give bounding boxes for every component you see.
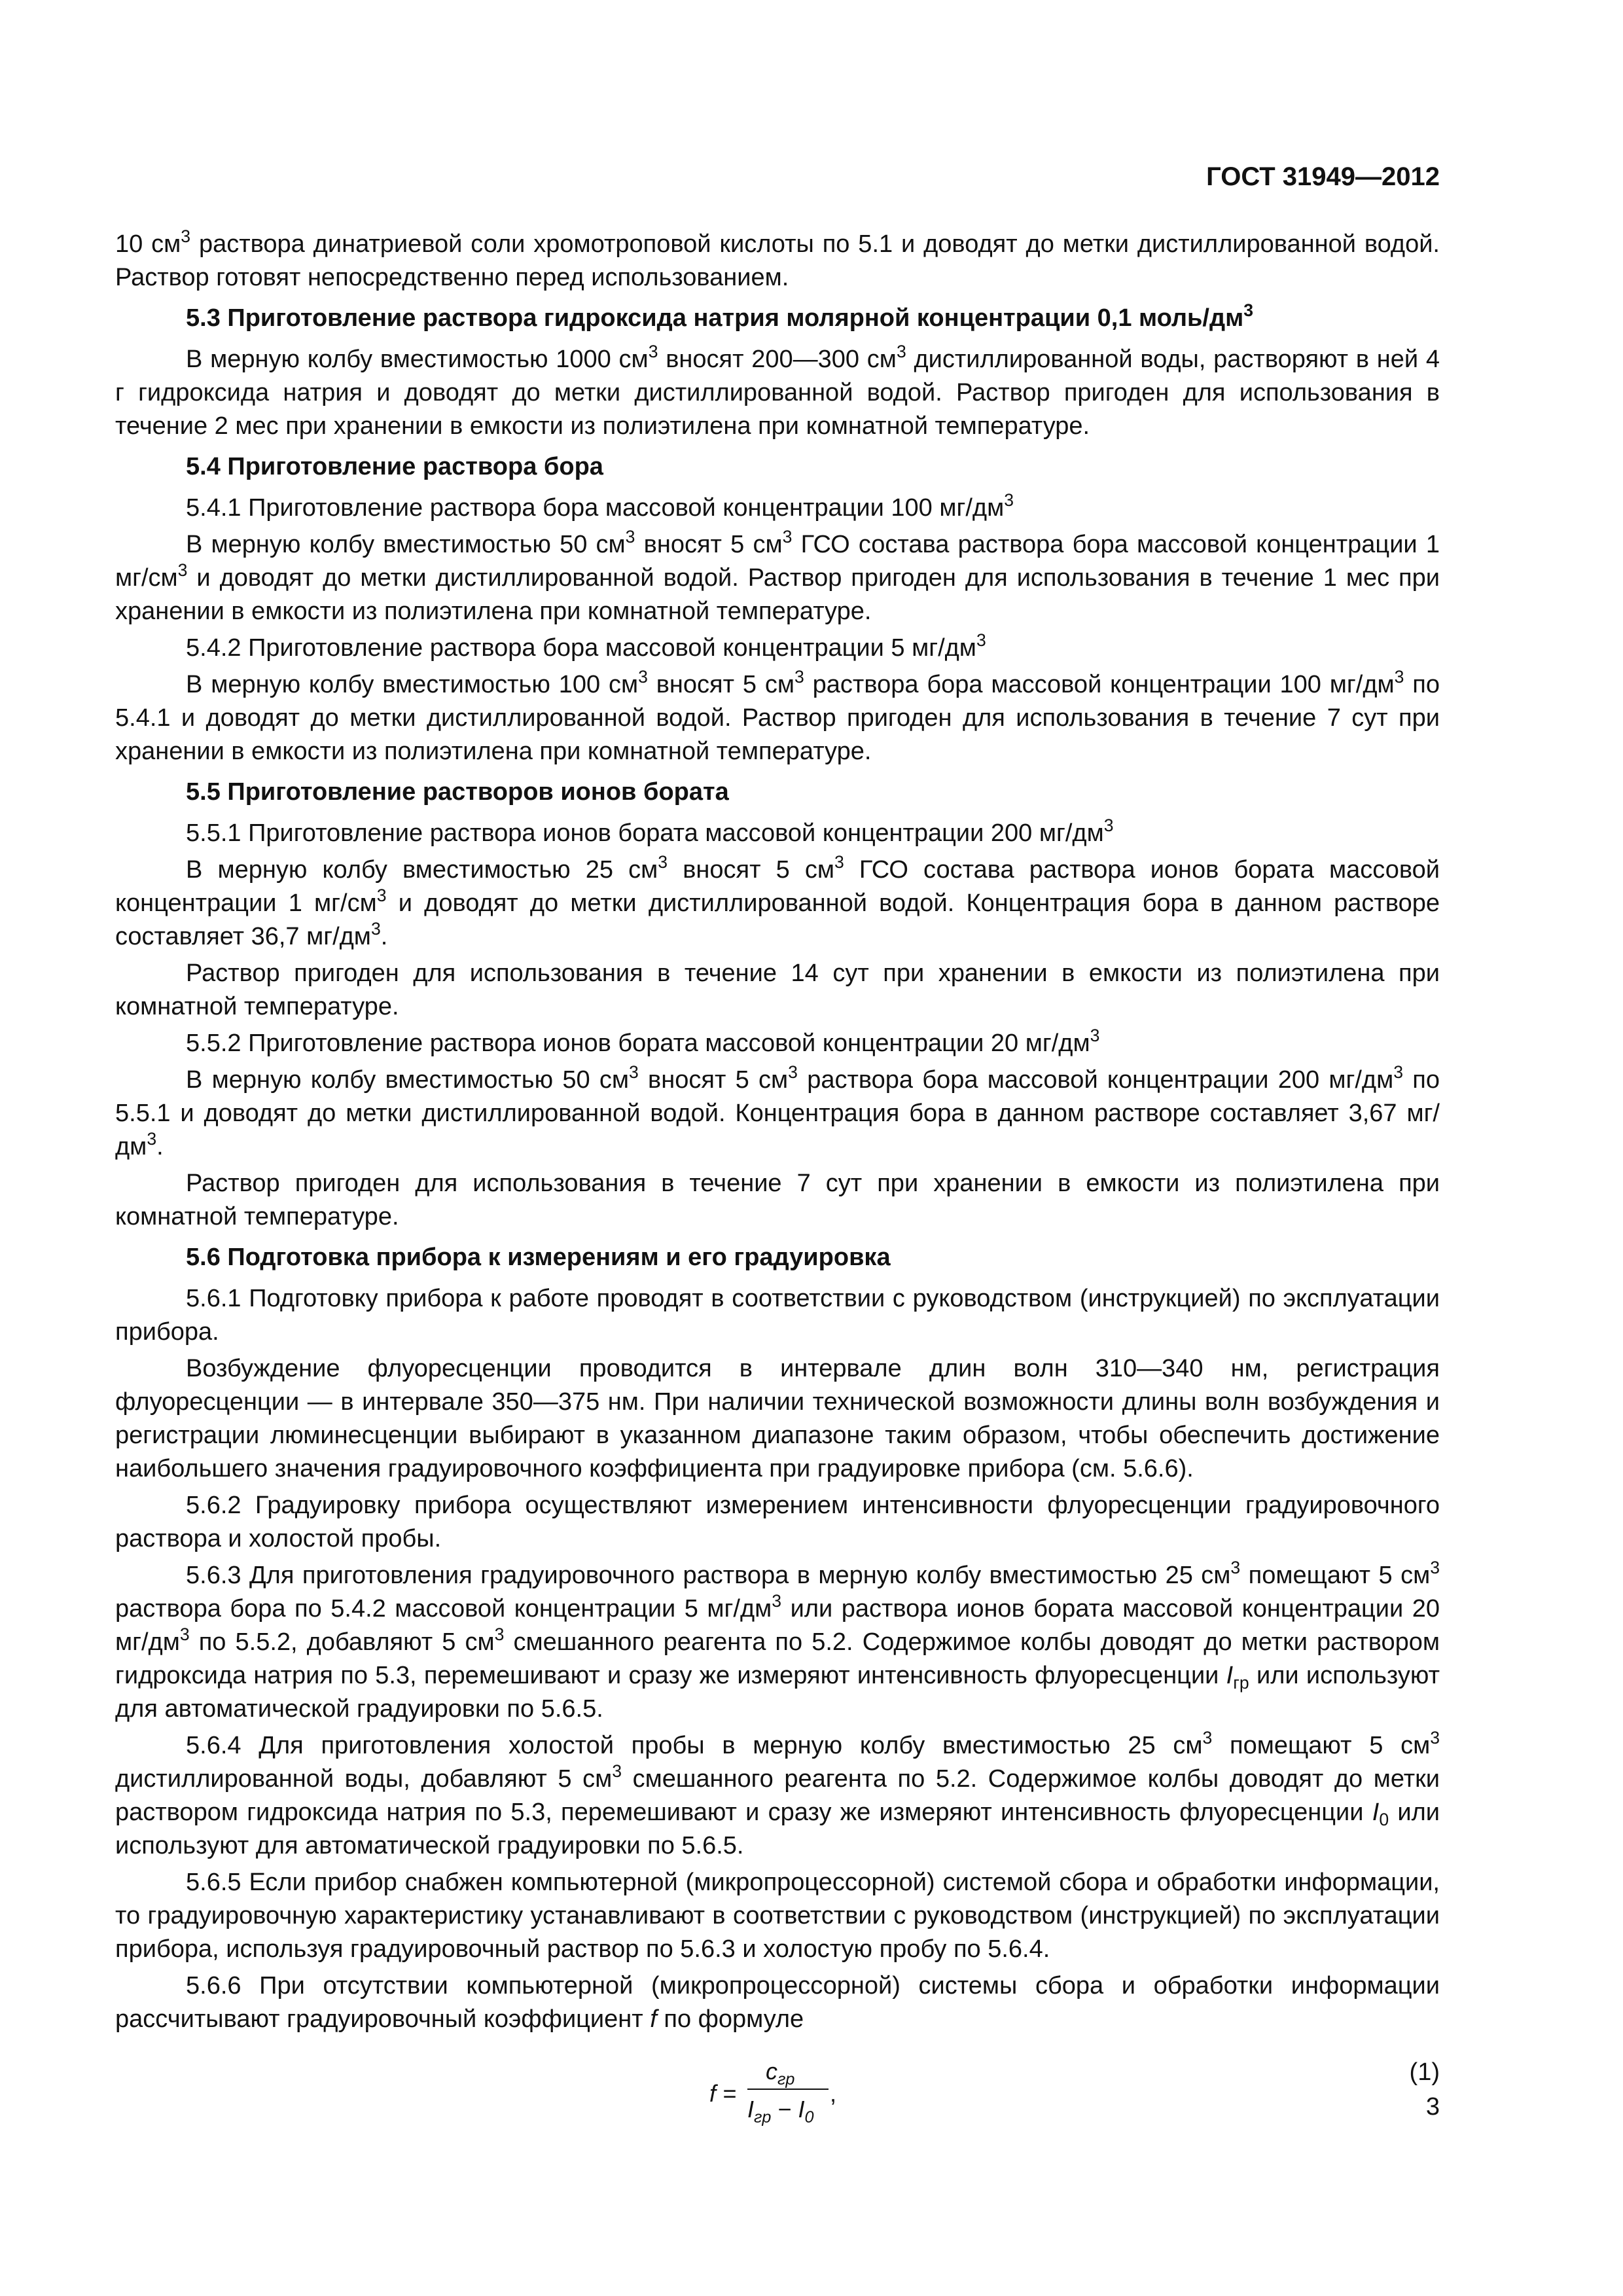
superscript: 3 — [625, 527, 635, 547]
subscript: гр — [1233, 1672, 1249, 1693]
paragraph-5-5-2-note — [115, 1167, 1440, 1234]
text-run: В мерную колбу вместимостью 50 см — [186, 531, 626, 558]
paragraph-5-6-1 — [115, 1282, 1440, 1349]
text-run: помещают 5 см — [1212, 1732, 1431, 1759]
formula-trailing-comma: , — [830, 2080, 837, 2107]
superscript: 3 — [794, 667, 804, 687]
text-run: В мерную колбу вместимостью 50 см — [186, 1066, 629, 1094]
paragraph-5-3 — [115, 343, 1440, 443]
paragraph-5-4-1-title — [115, 492, 1440, 525]
superscript: 3 — [629, 1062, 639, 1083]
text-run: 5.6.1 Подготовку прибора к работе проводят в соответствии с руководством (инструкцией) по эксплуатации прибора. — [115, 1285, 1440, 1346]
superscript: 3 — [1202, 1728, 1213, 1748]
document-body — [115, 228, 1440, 2130]
paragraph-5-6-3 — [115, 1559, 1440, 1726]
math-variable: f — [650, 2005, 657, 2033]
document-header: ГОСТ 31949—2012 — [1206, 162, 1440, 191]
text-run: или используют для автоматической градуировки по 5.6.5. — [115, 1662, 1440, 1723]
superscript: 3 — [612, 1761, 622, 1782]
text-run: 5.6.3 Для приготовления градуировочного раствора в мерную колбу вместимостью 25 см — [186, 1562, 1231, 1589]
text-run: помещают 5 см — [1240, 1562, 1431, 1589]
text-run: 10 см — [115, 230, 181, 258]
heading-5-6 — [115, 1241, 1440, 1274]
text-run: 5.6.2 Градуировку прибора осуществляют измерением интенсивности флуоресценции градуировочного раствора и холостой пробы. — [115, 1492, 1440, 1552]
paragraph-5-5-2-title — [115, 1027, 1440, 1060]
text-run: дистиллированной воды, растворяют в ней 4 г гидроксида натрия и доводят до метки дистиллированной водой. Раствор пригоден для использования в течение 2 мес при хранении в емкости из полиэтилена при комнатной температуре. — [115, 346, 1440, 440]
text-run: В мерную колбу вместимостью 100 см — [186, 671, 639, 698]
heading-5-5 — [115, 776, 1440, 809]
paragraph-5-4-1-body — [115, 528, 1440, 628]
heading-5-4 — [115, 450, 1440, 484]
paragraph-5-6-6 — [115, 1969, 1440, 2036]
text-run: раствора бора по 5.4.2 массовой концентрации 5 мг/дм — [115, 1595, 772, 1623]
formula-number: (1) — [1409, 2058, 1440, 2086]
superscript: 3 — [976, 630, 986, 651]
text-run: по 5.4.1 и доводят до метки дистиллированной водой. Раствор пригоден для использования в течение 7 сут при хранении в емкости из полиэтилена при комнатной температуре. — [115, 671, 1440, 765]
paragraph-5-4-2-title — [115, 632, 1440, 665]
formula-lhs: f = — [709, 2080, 737, 2107]
superscript: 3 — [1243, 300, 1253, 321]
superscript: 3 — [638, 667, 648, 687]
superscript: 3 — [494, 1624, 505, 1645]
text-run: 5.6.4 Для приготовления холостой пробы в мерную колбу вместимостью 25 см — [186, 1732, 1203, 1759]
text-run: по 5.5.2, добавляют 5 см — [189, 1628, 495, 1656]
superscript: 3 — [1090, 1026, 1100, 1046]
math-variable: I — [1372, 1799, 1380, 1826]
text-run: ГСО состава раствора бора массовой концентрации 1 мг/см — [115, 531, 1440, 592]
superscript: 3 — [1103, 816, 1114, 836]
text-run: Раствор пригоден для использования в течение 7 сут при хранении в емкости из полиэтилена при комнатной температуре. — [115, 1170, 1440, 1230]
text-run: по формуле — [656, 2005, 804, 2033]
text-run: В мерную колбу вместимостью 25 см — [186, 856, 658, 884]
text-run: 5.5.2 Приготовление раствора ионов бората массовой концентрации 20 мг/дм — [186, 1030, 1090, 1057]
text-run: 5.4.1 Приготовление раствора бора массовой концентрации 100 мг/дм — [186, 494, 1005, 522]
text-run: 5.4.2 Приготовление раствора бора массовой концентрации 5 мг/дм — [186, 634, 976, 662]
text-run: . — [380, 923, 388, 950]
formula-numerator-sub: гр — [777, 2070, 795, 2089]
text-run: 5.6.5 Если прибор снабжен компьютерной (микропроцессорной) системой сбора и обработки информации, то градуировочную характеристику устанавливают в соответствии с руководством (инструкцией) по эксплуатации прибора, используя градуировочный раствор по 5.6.3 и холостую пробу по 5.6.4. — [115, 1869, 1440, 1963]
paragraph-5-5-1-note — [115, 957, 1440, 1024]
text-run: ГСО состава раствора ионов бората массовой концентрации 1 мг/см — [115, 856, 1440, 917]
text-run: вносят 5 см — [647, 671, 794, 698]
text-run: вносят 5 см — [635, 531, 783, 558]
formula-1 — [115, 2052, 1440, 2130]
text-run: 5.5.1 Приготовление раствора ионов бората массовой концентрации 200 мг/дм — [186, 819, 1104, 847]
heading-5-3 — [115, 302, 1440, 335]
text-run: раствора динатриевой соли хромотроповой кислоты по 5.1 и доводят до метки дистиллированной водой. Раствор готовят непосредственно перед использованием. — [115, 230, 1440, 291]
formula-den-sub-1: гр — [754, 2108, 772, 2126]
paragraph-5-5-1-body — [115, 853, 1440, 954]
superscript: 3 — [834, 852, 844, 872]
text-run: вносят 5 см — [668, 856, 834, 884]
paragraph-5-6-1-wavelengths — [115, 1352, 1440, 1486]
paragraph-continuation — [115, 228, 1440, 295]
text-run: вносят 200—300 см — [658, 346, 897, 373]
superscript: 3 — [179, 1624, 190, 1645]
superscript: 3 — [376, 886, 387, 906]
superscript: 3 — [1393, 1062, 1404, 1083]
text-run: 5.4 Приготовление раствора бора — [186, 453, 603, 480]
text-run: В мерную колбу вместимостью 1000 см — [186, 346, 649, 373]
text-run: дистиллированной воды, добавляют 5 см — [115, 1765, 613, 1793]
superscript: 3 — [177, 560, 188, 581]
superscript: 3 — [181, 226, 191, 247]
superscript: 3 — [1004, 490, 1014, 511]
text-run: 5.3 Приготовление раствора гидроксида натрия молярной концентрации 0,1 моль/дм — [186, 304, 1244, 332]
formula-denominator — [747, 2092, 814, 2126]
text-run: . — [156, 1133, 164, 1160]
paragraph-5-5-1-title — [115, 817, 1440, 850]
text-run: Возбуждение флуоресценции проводится в интервале длин волн 310—340 нм, регистрация флуоресценции — в интервале 350—375 нм. При наличии технической возможности длины волн возбуждения и регистрации люминесценции выбирают в указанном диапазоне таким образом, чтобы обеспечить достижение наибольшего значения градуировочного коэффициента при градуировке прибора (см. 5.6.6). — [115, 1355, 1440, 1482]
paragraph-5-6-5 — [115, 1866, 1440, 1966]
math-variable: I — [1226, 1662, 1234, 1689]
subscript: 0 — [1379, 1809, 1389, 1829]
superscript: 3 — [370, 919, 381, 939]
text-run: и доводят до метки дистиллированной водой. Концентрация бора в данном растворе составляет 36,7 мг/дм — [115, 889, 1440, 950]
superscript: 3 — [1394, 667, 1404, 687]
superscript: 3 — [1430, 1558, 1440, 1578]
text-run: 5.5 Приготовление растворов ионов бората — [186, 778, 729, 806]
paragraph-5-6-2 — [115, 1489, 1440, 1556]
text-run: или используют для автоматической градуировки по 5.6.5. — [115, 1799, 1440, 1859]
formula-expression — [709, 2052, 880, 2130]
text-run: или раствора ионов бората массовой концентрации 20 мг/дм — [115, 1595, 1440, 1656]
text-run: по 5.5.1 и доводят до метки дистиллированной водой. Концентрация бора в данном растворе составляет 3,67 мг/дм — [115, 1066, 1440, 1160]
text-run: 5.6 Подготовка прибора к измерениям и его градуировка — [186, 1244, 891, 1271]
text-run: смешанного реагента по 5.2. Содержимое колбы доводят до метки раствором гидроксида натрия по 5.3, перемешивают и сразу же измеряют интенсивность флуоресценции — [115, 1628, 1440, 1689]
superscript: 3 — [1230, 1558, 1241, 1578]
fraction-bar — [747, 2089, 829, 2090]
formula-den-sub-2: 0 — [804, 2108, 814, 2126]
superscript: 3 — [147, 1129, 157, 1149]
text-run: 5.6.6 При отсутствии компьютерной (микропроцессорной) системы сбора и обработки информации рассчитывают градуировочный коэффициент — [115, 1972, 1440, 2033]
text-run: смешанного реагента по 5.2. Содержимое колбы доводят до метки раствором гидроксида натрия по 5.3, перемешивают и сразу же измеряют интенсивность флуоресценции — [115, 1765, 1440, 1826]
superscript: 3 — [896, 342, 906, 362]
paragraph-5-5-2-body — [115, 1064, 1440, 1164]
superscript: 3 — [658, 852, 668, 872]
text-run: Раствор пригоден для использования в течение 14 сут при хранении в емкости из полиэтилена при комнатной температуре. — [115, 960, 1440, 1020]
paragraph-5-6-4 — [115, 1729, 1440, 1863]
text-run: вносят 5 см — [638, 1066, 789, 1094]
formula-numerator-var: c — [766, 2058, 777, 2085]
text-run: раствора бора массовой концентрации 100 мг/дм — [804, 671, 1395, 698]
text-run: и доводят до метки дистиллированной водой. Раствор пригоден для использования в течение 1 мес при хранении в емкости из полиэтилена при комнатной температуре. — [115, 564, 1440, 625]
superscript: 3 — [772, 1591, 782, 1611]
formula-numerator — [766, 2054, 794, 2088]
page-number: 3 — [1425, 2093, 1440, 2121]
formula-den-var-2: I — [798, 2096, 805, 2123]
formula-den-var-1: I — [747, 2096, 755, 2123]
superscript: 3 — [782, 527, 793, 547]
text-run: раствора бора массовой концентрации 200 мг/дм — [797, 1066, 1394, 1094]
paragraph-5-4-2-body — [115, 668, 1440, 768]
superscript: 3 — [1430, 1728, 1440, 1748]
superscript: 3 — [788, 1062, 798, 1083]
formula-den-operator: − — [771, 2096, 798, 2123]
superscript: 3 — [648, 342, 658, 362]
